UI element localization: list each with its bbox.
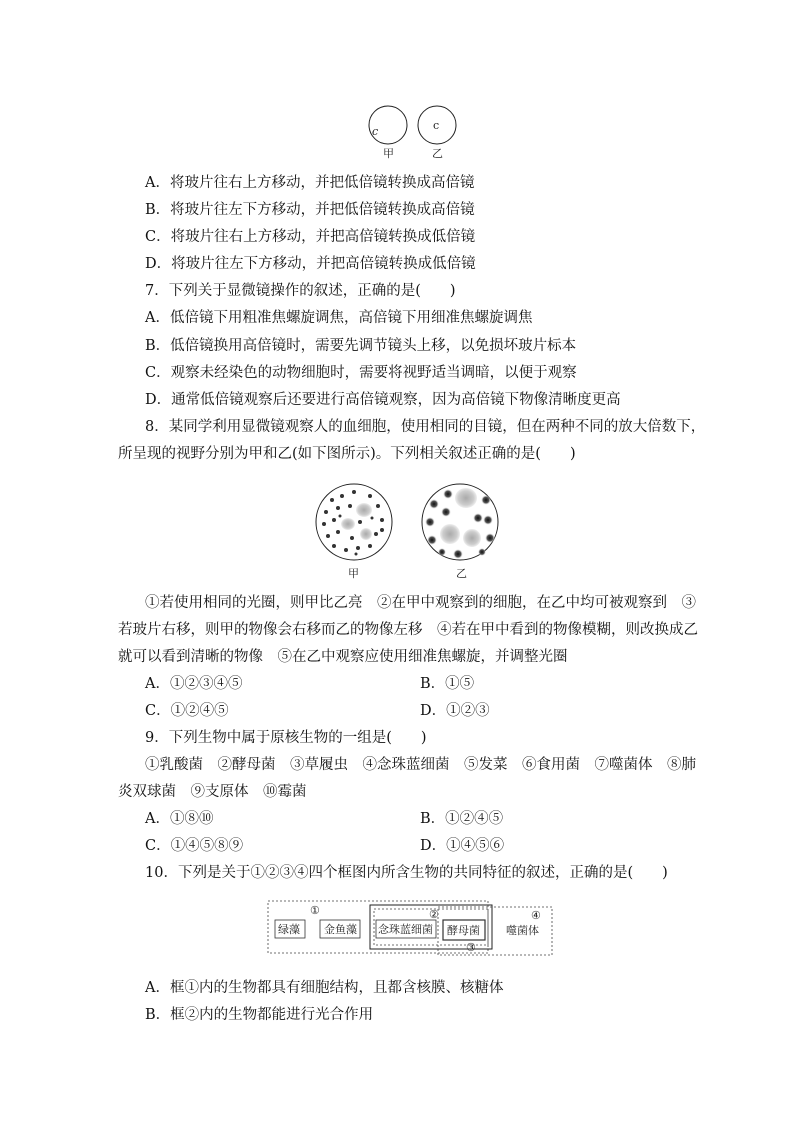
organism-hornwort: 金鱼藻 bbox=[324, 923, 357, 936]
white-blood-cell bbox=[341, 518, 355, 530]
q8-option-a: A．①②③④⑤ bbox=[145, 676, 243, 692]
fig1-label-jia: 甲 bbox=[383, 147, 394, 160]
q9-option-d: D．①④⑤⑥ bbox=[420, 838, 505, 854]
q8-statements-line1: ①若使用相同的光圈，则甲比乙亮 ②在甲中观察到的细胞，在乙中均可被观察到 ③ bbox=[145, 595, 696, 611]
q6-option-d: D．将玻片往左下方移动，并把高倍镜转换成低倍镜 bbox=[145, 256, 476, 272]
q9-option-a: A．①⑧⑩ bbox=[145, 811, 214, 827]
white-blood-cell bbox=[356, 503, 372, 517]
figure-organism-boxes bbox=[266, 898, 556, 962]
q7-option-d: D．通常低倍镜观察后还要进行高倍镜观察，因为高倍镜下物像清晰度更高 bbox=[145, 392, 621, 408]
q10-stem: 10．下列是关于①②③④四个框图内所含生物的共同特征的叙述，正确的是( ) bbox=[145, 865, 668, 881]
q10-option-b: B．框②内的生物都能进行光合作用 bbox=[145, 1007, 374, 1023]
fig2-label-yi: 乙 bbox=[456, 567, 467, 580]
q9-list-line1: ①乳酸菌 ②酵母菌 ③草履虫 ④念珠蓝细菌 ⑤发菜 ⑥食用菌 ⑦噬菌体 ⑧肺 bbox=[145, 757, 696, 773]
fig1-letter-jia: c bbox=[372, 125, 379, 138]
q6-option-b: B．将玻片往左下方移动，并把低倍镜转换成高倍镜 bbox=[145, 202, 475, 218]
fig1-letter-yi: c bbox=[433, 119, 440, 132]
q7-option-c: C．观察未经染色的动物细胞时，需要将视野适当调暗，以便于观察 bbox=[145, 365, 577, 381]
q6-option-a: A．将玻片往右上方移动，并把低倍镜转换成高倍镜 bbox=[145, 175, 475, 191]
organism-phage: 噬菌体 bbox=[506, 924, 539, 937]
organism-green-algae: 绿藻 bbox=[278, 923, 300, 936]
q7-stem: 7．下列关于显微镜操作的叙述，正确的是( ) bbox=[145, 283, 456, 299]
organism-nostoc: 念珠蓝细菌 bbox=[378, 923, 433, 936]
q9-list-line2: 炎双球菌 ⑨支原体 ⑩霉菌 bbox=[118, 784, 307, 800]
q8-option-b: B．①⑤ bbox=[420, 676, 475, 692]
box-label-1: ① bbox=[310, 904, 320, 917]
box-label-3: ③ bbox=[466, 941, 476, 954]
white-blood-cell bbox=[455, 488, 477, 508]
white-blood-cell bbox=[440, 524, 460, 544]
organism-yeast: 酵母菌 bbox=[447, 924, 480, 937]
box-label-2: ② bbox=[429, 908, 439, 921]
q10-option-a: A．框①内的生物都具有细胞结构，且都含核膜、核糖体 bbox=[145, 980, 504, 996]
q8-statements-line2: 若玻片右移，则甲的物像会右移而乙的物像左移 ④若在甲中看到的物像模糊，则改换成乙 bbox=[118, 622, 698, 638]
q9-option-c: C．①④⑤⑧⑨ bbox=[145, 838, 244, 854]
fig2-label-jia: 甲 bbox=[348, 567, 359, 580]
q8-statements-line3: 就可以看到清晰的物像 ⑤在乙中观察应使用细准焦螺旋，并调整光圈 bbox=[118, 649, 568, 665]
box-label-4: ④ bbox=[531, 909, 541, 922]
q7-option-b: B．低倍镜换用高倍镜时，需要先调节镜头上移，以免损坏玻片标本 bbox=[145, 338, 577, 354]
q6-option-c: C．将玻片往右上方移动，并把高倍镜转换成低倍镜 bbox=[145, 229, 476, 245]
white-blood-cell bbox=[463, 529, 481, 547]
fig1-label-yi: 乙 bbox=[432, 147, 443, 160]
q9-stem: 9．下列生物中属于原核生物的一组是( ) bbox=[145, 730, 427, 746]
q8-option-d: D．①②③ bbox=[420, 703, 490, 719]
figure-blood-cell-fields bbox=[310, 478, 510, 588]
q7-option-a: A．低倍镜下用粗准焦螺旋调焦，高倍镜下用细准焦螺旋调焦 bbox=[145, 310, 533, 326]
q8-stem-line1: 8．某同学利用显微镜观察人的血细胞，使用相同的目镜，但在两种不同的放大倍数下， bbox=[145, 419, 706, 435]
q8-option-c: C．①②④⑤ bbox=[145, 703, 229, 719]
white-blood-cell bbox=[360, 528, 372, 540]
figure-field-of-view-small bbox=[360, 100, 470, 162]
q8-stem-line2: 所呈现的视野分别为甲和乙(如下图所示)。下列相关叙述正确的是( ) bbox=[118, 446, 576, 462]
q9-option-b: B．①②④⑤ bbox=[420, 811, 504, 827]
